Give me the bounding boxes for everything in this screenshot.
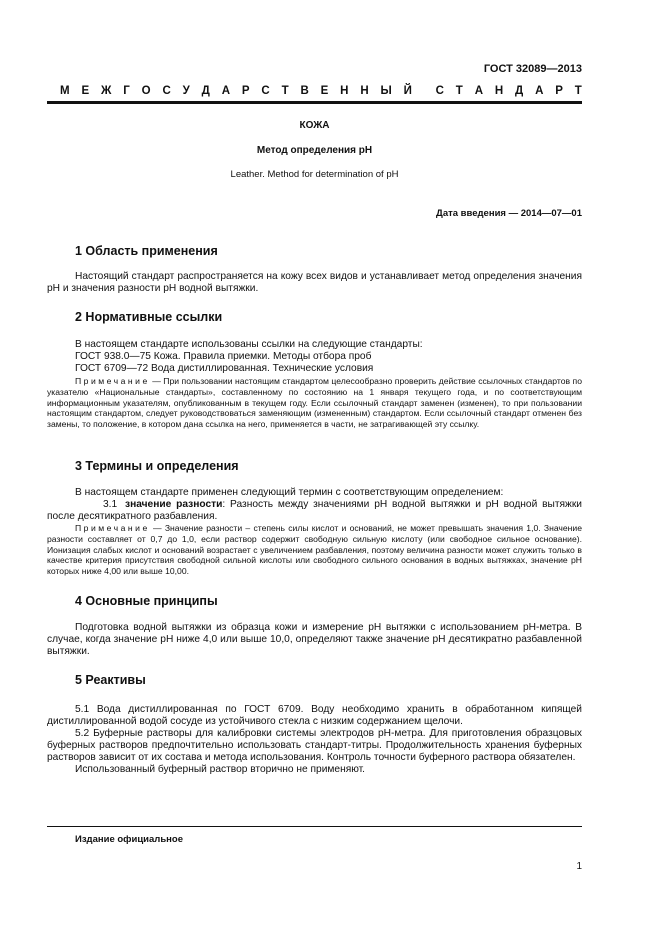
section-5-heading: 5 Реактивы	[75, 673, 146, 687]
standard-letter: У	[182, 85, 190, 97]
standard-letter: С	[261, 85, 270, 97]
standard-letter: Е	[81, 85, 90, 97]
note-label: Примечание	[75, 376, 150, 386]
standard-letter: Р	[555, 85, 563, 97]
section-3-note	[47, 523, 582, 577]
section-1-heading: 1 Область применения	[75, 244, 218, 258]
section-3-heading: 3 Термины и определения	[75, 459, 239, 473]
standard-letter: Ы	[380, 85, 392, 97]
english-title: Leather. Method for determination of pH	[230, 169, 399, 180]
standard-letter: Ж	[100, 85, 112, 97]
reagent-5-2: 5.2 Буферные растворы для калибровки системы электродов рН-метра. Для приготовления образцовых буферных растворов предпочтительно использовать стандарт-титры. Продолжительность хранения буферных растворов зависит от их состава и метода использования. Контроль точности буферного раствора обязателен.	[47, 728, 582, 763]
reference-gost-938: ГОСТ 938.0—75 Кожа. Правила приемки. Методы отбора проб	[75, 351, 372, 362]
standard-letter: Д	[201, 85, 210, 97]
standard-letter: Й	[403, 85, 412, 97]
section-4-paragraph: Подготовка водной вытяжки из образца кожи и измерение рН вытяжки с использованием рН-метра. В случае, когда значение рН ниже 4,0 или выше 10,0, определяют также значение рН десятикратно разбавленной вытяжки.	[47, 622, 582, 657]
section-2-heading: 2 Нормативные ссылки	[75, 310, 223, 324]
section-2-note	[47, 376, 582, 430]
section-5-body	[47, 704, 582, 776]
section-3-intro: В настоящем стандарте применен следующий термин с соответствующим определением:	[75, 487, 504, 498]
edition-label: Издание официальное	[75, 834, 183, 845]
standard-letter: Д	[515, 85, 524, 97]
term-definition	[47, 499, 582, 523]
section-2-intro: В настоящем стандарте использованы ссылки на следующие стандарты:	[75, 339, 423, 350]
standard-letter: О	[141, 85, 151, 97]
standard-letter: М	[60, 85, 70, 97]
footer-divider	[47, 826, 582, 827]
section-3-body	[47, 487, 582, 523]
note-label: Примечание	[75, 523, 150, 533]
standard-type-heading	[60, 85, 582, 97]
introduction-date: Дата введения — 2014—07—01	[436, 208, 582, 219]
note-text: — При пользовании настоящим стандартом целесообразно проверить действие ссылочных стандартов по указателю «Национальные стандарты», составленному по состоянию на 1 января текущего года, и по соответствующим информационным указателям, опубликованным в текущем году. Если ссылочный стандарт заменен (изменен), то при пользовании настоящим стандартом, следует руководствоваться заменяющим (измененным) стандартом. Если ссылочный стандарт отменен без замены, то положение, в котором дана ссылка на него, применяется в части, не затрагивающей эту ссылку.	[47, 376, 582, 430]
reference-gost-6709: ГОСТ 6709—72 Вода дистиллированная. Технические условия	[75, 363, 374, 374]
reagent-5-1: 5.1 Вода дистиллированная по ГОСТ 6709. Воду необходимо хранить в обработанном кипящей дистиллированной водой сосуде из устойчивого стекла с низким содержанием щелочи.	[47, 704, 582, 727]
standard-letter: А	[221, 85, 231, 97]
note-text: — Значение разности – степень силы кислот и оснований, не может превышать значения 1,0. Значение разности составляет от 0,7 до 1,0, если раствор содержит свободную сильную кислоту (или свободное сильное основание). Ионизация слабых кислот и оснований возрастает с увеличением разбавления, поэтому величина разности может служить только в качестве критерия присутствия свободной сильной кислоты или свободного сильного основания в водных вытяжках, значение рН которых ниже 4,00 или выше 10,00.	[47, 523, 582, 577]
standard-letter: Т	[455, 85, 463, 97]
standard-letter: С	[435, 85, 444, 97]
section-4-heading: 4 Основные принципы	[75, 594, 218, 608]
page-number: 1	[576, 861, 582, 872]
standard-letter: Г	[123, 85, 130, 97]
standard-letter: Р	[241, 85, 250, 97]
standard-letter: Н	[360, 85, 369, 97]
standard-letter: Т	[281, 85, 289, 97]
standard-letter: С	[162, 85, 171, 97]
standard-letter: Т	[574, 85, 582, 97]
document-title: КОЖА	[299, 120, 330, 131]
section-1-paragraph: Настоящий стандарт распространяется на кожу всех видов и устанавливает метод определения значения рН и значения разности рН водной вытяжки.	[47, 271, 582, 294]
gost-code: ГОСТ 32089—2013	[483, 63, 582, 75]
header-divider	[47, 101, 582, 104]
standard-letter: А	[474, 85, 483, 97]
standard-letter: В	[300, 85, 309, 97]
section-2-body	[47, 339, 582, 375]
standard-letter: Н	[494, 85, 504, 97]
document-subtitle: Метод определения рН	[256, 145, 373, 156]
reagent-note: Использованный буферный раствор вторично не применяют.	[75, 764, 366, 775]
standard-letter: А	[535, 85, 544, 97]
term-name: значение разности	[125, 499, 223, 510]
standard-letter: Е	[320, 85, 329, 97]
term-text: : Разность между значениями рН водной вытяжки и рН водной вытяжки после десятикратного разбавления.	[47, 499, 582, 522]
standard-letter: Н	[340, 85, 349, 97]
term-number: 3.1	[103, 499, 118, 510]
